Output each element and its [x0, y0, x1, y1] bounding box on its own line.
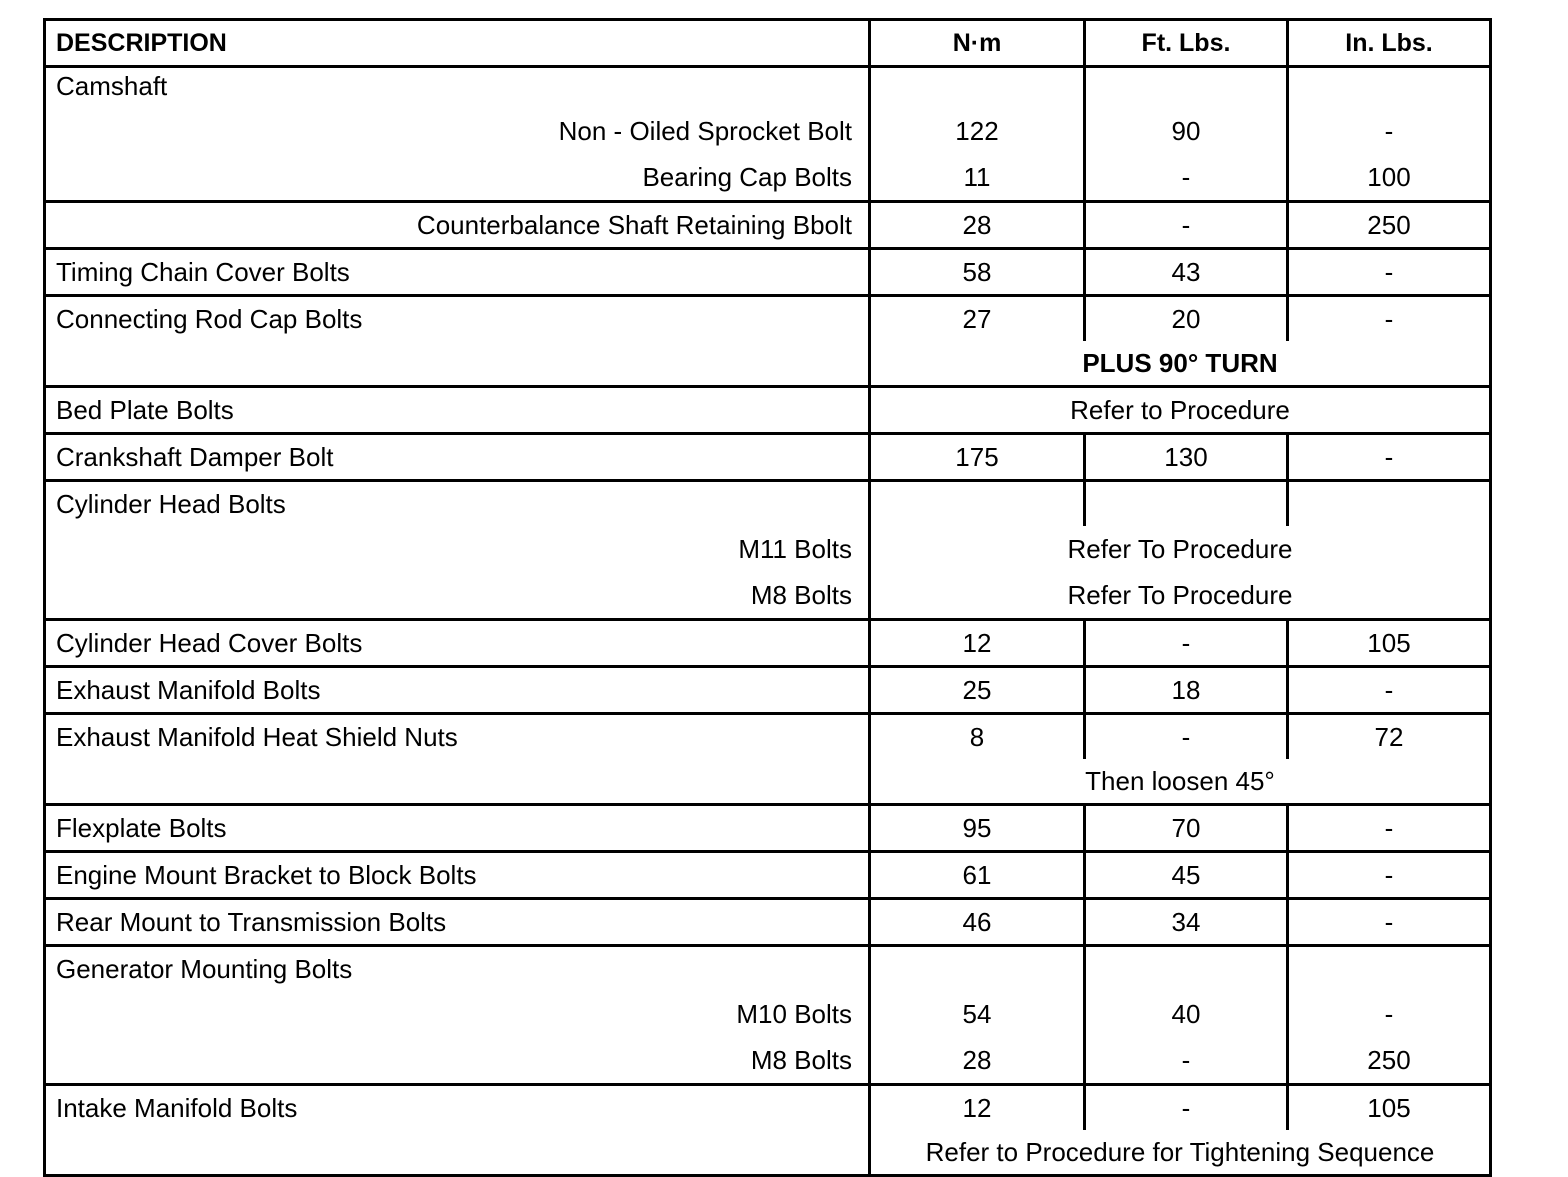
- value-ft-lbs: -: [1085, 202, 1288, 249]
- value-nm: 95: [870, 805, 1085, 852]
- row-note: Refer To Procedure: [870, 572, 1491, 620]
- value-ft-lbs: 90: [1085, 108, 1288, 154]
- value-in-lbs: -: [1288, 899, 1491, 946]
- value-in-lbs: -: [1288, 852, 1491, 899]
- table-row: [45, 202, 1491, 249]
- value-nm: 8: [870, 714, 1085, 760]
- value-ft-lbs: -: [1085, 1037, 1288, 1085]
- value-nm: 25: [870, 667, 1085, 714]
- value-in-lbs: -: [1288, 805, 1491, 852]
- table-row: [45, 991, 1491, 1037]
- row-label: Generator Mounting Bolts: [45, 946, 870, 992]
- row-label: Counterbalance Shaft Retaining Bbolt: [45, 202, 870, 249]
- value-nm: 122: [870, 108, 1085, 154]
- row-sublabel: M8 Bolts: [750, 1045, 852, 1075]
- table-row: [45, 620, 1491, 667]
- header-row: [45, 20, 1491, 67]
- value-ft-lbs: -: [1085, 1085, 1288, 1131]
- value-ft-lbs: 43: [1085, 249, 1288, 296]
- value-nm: 61: [870, 852, 1085, 899]
- value-in-lbs: -: [1288, 108, 1491, 154]
- row-label: Rear Mount to Transmission Bolts: [45, 899, 870, 946]
- row-sublabel: M11 Bolts: [738, 534, 852, 564]
- row-label: Exhaust Manifold Heat Shield Nuts: [45, 714, 870, 760]
- value-nm: 28: [870, 1037, 1085, 1085]
- row-label: Flexplate Bolts: [45, 805, 870, 852]
- value-in-lbs: -: [1288, 667, 1491, 714]
- row-sublabel: M8 Bolts: [750, 580, 852, 610]
- header-ft-lbs: Ft. Lbs.: [1085, 20, 1288, 67]
- header-in-lbs: In. Lbs.: [1288, 20, 1491, 67]
- table-row: [45, 341, 1491, 387]
- table-row: [45, 1130, 1491, 1176]
- value-in-lbs: -: [1288, 296, 1491, 342]
- value-in-lbs: -: [1288, 249, 1491, 296]
- row-sublabel: Bearing Cap Bolts: [642, 162, 852, 192]
- table-row: [45, 387, 1491, 434]
- row-label: Engine Mount Bracket to Block Bolts: [45, 852, 870, 899]
- table-row: [45, 481, 1491, 527]
- value-ft-lbs: 45: [1085, 852, 1288, 899]
- table-row: [45, 154, 1491, 202]
- value-ft-lbs: 18: [1085, 667, 1288, 714]
- row-label: Bed Plate Bolts: [45, 387, 870, 434]
- value-ft-lbs: 70: [1085, 805, 1288, 852]
- value-in-lbs: 72: [1288, 714, 1491, 760]
- row-label: Timing Chain Cover Bolts: [45, 249, 870, 296]
- value-ft-lbs: 20: [1085, 296, 1288, 342]
- row-note: Then loosen 45°: [870, 759, 1491, 805]
- value-in-lbs: 105: [1288, 1085, 1491, 1131]
- value-in-lbs: -: [1288, 434, 1491, 481]
- row-label: Intake Manifold Bolts: [45, 1085, 870, 1131]
- table-row: [45, 1085, 1491, 1131]
- table-row: [45, 434, 1491, 481]
- table-row: [45, 759, 1491, 805]
- value-nm: 28: [870, 202, 1085, 249]
- value-in-lbs: 250: [1288, 202, 1491, 249]
- value-ft-lbs: -: [1085, 154, 1288, 202]
- table-row: [45, 714, 1491, 760]
- table-row: [45, 296, 1491, 342]
- value-ft-lbs: -: [1085, 620, 1288, 667]
- row-note: Refer to Procedure: [870, 387, 1491, 434]
- row-sublabel: Non - Oiled Sprocket Bolt: [558, 116, 852, 146]
- value-in-lbs: -: [1288, 991, 1491, 1037]
- value-nm: 27: [870, 296, 1085, 342]
- row-note: Refer To Procedure: [870, 526, 1491, 572]
- value-nm: 12: [870, 620, 1085, 667]
- value-in-lbs: 105: [1288, 620, 1491, 667]
- row-note: PLUS 90° TURN: [870, 341, 1491, 387]
- row-sublabel: M10 Bolts: [736, 999, 852, 1029]
- value-in-lbs: 100: [1288, 154, 1491, 202]
- value-nm: 54: [870, 991, 1085, 1037]
- torque-spec-table: [43, 18, 1492, 1177]
- row-note: Refer to Procedure for Tightening Sequence: [870, 1130, 1491, 1176]
- table-row: [45, 526, 1491, 572]
- table-row: [45, 572, 1491, 620]
- value-ft-lbs: -: [1085, 714, 1288, 760]
- table-row: [45, 946, 1491, 992]
- row-label: Camshaft: [56, 71, 168, 101]
- row-label: Cylinder Head Cover Bolts: [45, 620, 870, 667]
- table-row: [45, 67, 1491, 109]
- value-ft-lbs: 130: [1085, 434, 1288, 481]
- value-ft-lbs: 40: [1085, 991, 1288, 1037]
- table-row: [45, 1037, 1491, 1085]
- header-nm: N·m: [870, 20, 1085, 67]
- value-nm: 11: [870, 154, 1085, 202]
- row-label: Cylinder Head Bolts: [45, 481, 870, 527]
- value-nm: 58: [870, 249, 1085, 296]
- table-row: [45, 852, 1491, 899]
- value-in-lbs: 250: [1288, 1037, 1491, 1085]
- table-row: [45, 805, 1491, 852]
- row-label: Connecting Rod Cap Bolts: [45, 296, 870, 342]
- header-description: DESCRIPTION: [45, 20, 870, 67]
- row-label: Crankshaft Damper Bolt: [45, 434, 870, 481]
- table-row: [45, 108, 1491, 154]
- value-nm: 12: [870, 1085, 1085, 1131]
- table-row: [45, 249, 1491, 296]
- value-ft-lbs: 34: [1085, 899, 1288, 946]
- row-label: Exhaust Manifold Bolts: [45, 667, 870, 714]
- value-nm: 46: [870, 899, 1085, 946]
- table-row: [45, 667, 1491, 714]
- table-row: [45, 899, 1491, 946]
- value-nm: 175: [870, 434, 1085, 481]
